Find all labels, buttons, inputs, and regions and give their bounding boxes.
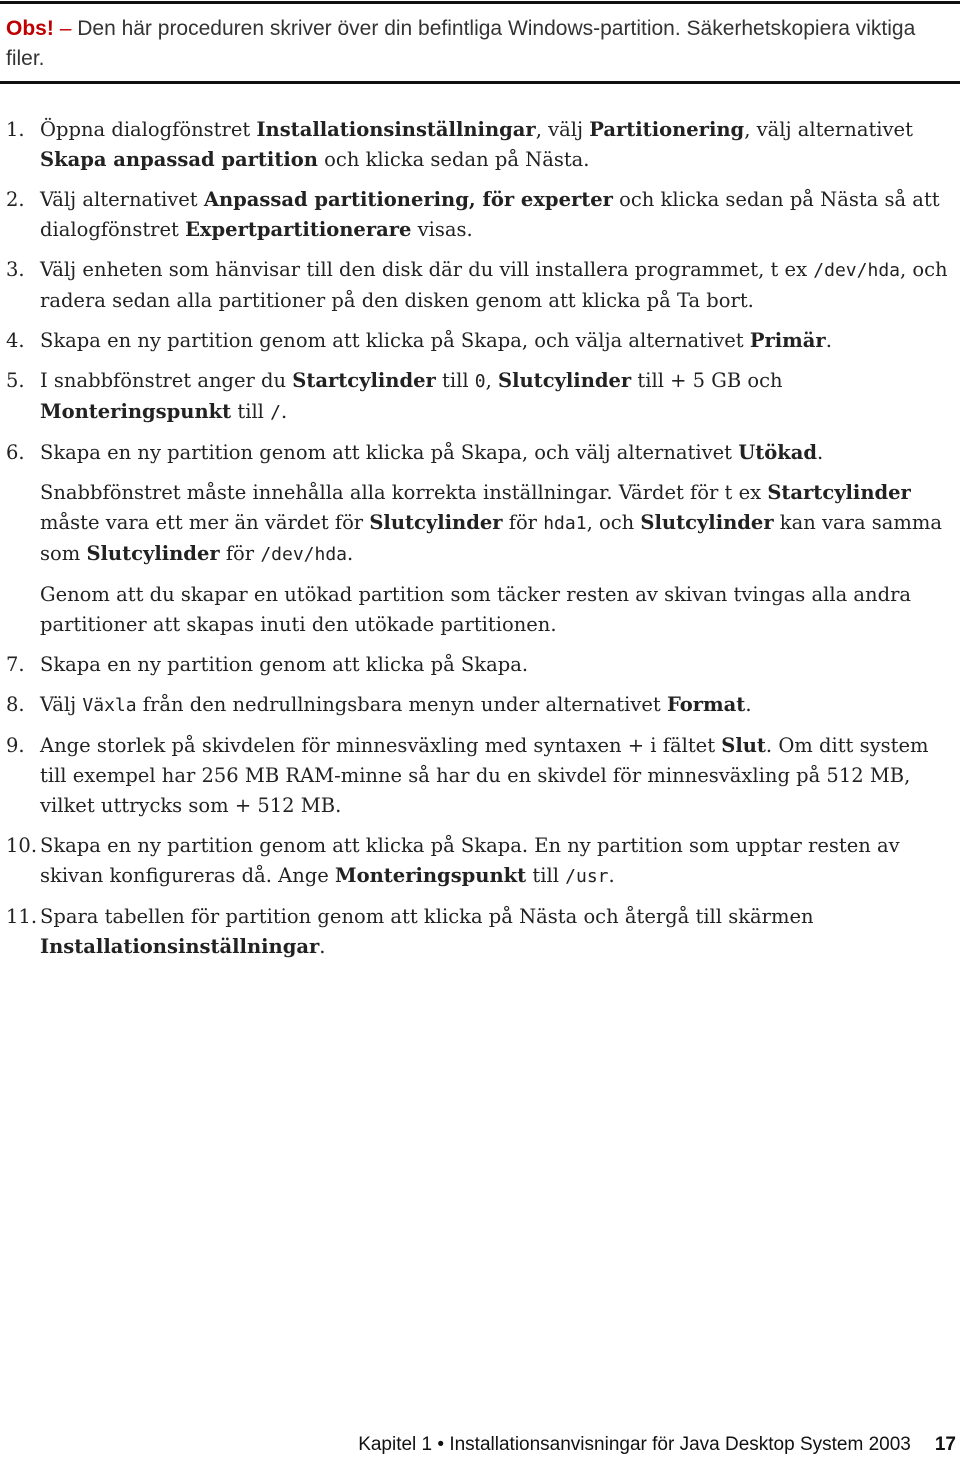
step-text: , välj alternativet: [744, 118, 913, 141]
code-term: Växla: [82, 695, 137, 716]
step-text: , välj: [535, 118, 590, 141]
step-text: . Om ditt system till exempel har 256 MB RAM-minne så har du en skivdel för minnesväxling på 512 MB, vilket uttrycks som + 512 MB.: [40, 734, 929, 817]
step-text: Ange storlek på skivdelen för minnesväxling med syntaxen + i fältet: [40, 734, 722, 757]
step-text: Välj alternativet: [40, 188, 204, 211]
top-rule: [0, 1, 960, 4]
ui-term: Slut: [721, 734, 766, 757]
step-number: 9.: [6, 734, 25, 757]
step-6: [6, 438, 954, 468]
step-text: Snabbfönstret måste innehålla alla korrekta inställningar. Värdet för t ex: [40, 481, 768, 504]
step-5: [6, 366, 954, 428]
page-number: 17: [934, 1434, 956, 1455]
step-text: .: [825, 329, 832, 352]
step-text: Skapa en ny partition genom att klicka på Skapa.: [40, 653, 529, 676]
step-number: 1.: [6, 118, 25, 141]
step-2: [6, 185, 954, 245]
step-text: Skapa en ny partition genom att klicka på Skapa, och välj alternativet: [40, 441, 739, 464]
ui-term: Primär: [749, 329, 826, 352]
step-8: [6, 690, 954, 721]
ui-term: Slutcylinder: [369, 511, 503, 534]
step-text: till: [526, 864, 566, 887]
step-number: 7.: [6, 653, 25, 676]
note-text: Den här proceduren skriver över din befintliga Windows-partition. Säkerhetskopiera viktiga filer.: [6, 17, 916, 70]
step-text: kan vara samma som: [40, 511, 943, 565]
step-text: Välj: [40, 693, 83, 716]
warning-note: [6, 14, 956, 74]
ui-term: Installationsinställningar: [256, 118, 536, 141]
code-term: hda1: [543, 513, 587, 534]
step-9: [6, 731, 954, 821]
page-footer: [300, 1433, 956, 1457]
ui-term: Installationsinställningar: [40, 935, 320, 958]
code-term: /dev/hda: [260, 544, 348, 565]
step-text: .: [745, 693, 752, 716]
step-number: 4.: [6, 329, 25, 352]
step-text: från den nedrullningsbara menyn under alternativet: [136, 693, 667, 716]
ui-term: Slutcylinder: [640, 511, 774, 534]
step-number: 2.: [6, 188, 25, 211]
code-term: /usr: [565, 866, 609, 887]
chapter-title: Kapitel 1 • Installationsanvisningar för Java Desktop System 2003: [358, 1434, 911, 1455]
step-text: I snabbfönstret anger du: [40, 369, 293, 392]
bottom-rule: [0, 81, 960, 84]
ui-term: Monteringspunkt: [40, 400, 232, 423]
step-number: 10.: [6, 834, 38, 857]
step-text: .: [817, 441, 824, 464]
step-text: till + 5 GB och: [631, 369, 783, 392]
step-6-detail-2: [6, 580, 954, 640]
step-text: och klicka sedan på Nästa så att dialogfönstret: [40, 188, 940, 241]
step-text: Öppna dialogfönstret: [40, 118, 257, 141]
step-text: visas.: [411, 218, 473, 241]
step-text: Spara tabellen för partition genom att klicka på Nästa och återgå till skärmen: [40, 905, 814, 928]
step-number: 8.: [6, 693, 25, 716]
ui-term: Partitionering: [589, 118, 745, 141]
code-term: 0: [474, 371, 486, 392]
step-text: .: [319, 935, 326, 958]
step-text: , och: [586, 511, 641, 534]
note-label: Obs!: [6, 17, 54, 40]
step-number: 3.: [6, 258, 25, 281]
step-text: Skapa en ny partition genom att klicka på Skapa. En ny partition som upptar resten av skivan konfigureras då. Ange: [40, 834, 900, 887]
code-term: /dev/hda: [813, 260, 900, 281]
step-text: till: [231, 400, 271, 423]
step-number: 6.: [6, 441, 25, 464]
ui-term: Expertpartitionerare: [185, 218, 412, 241]
step-text: Välj enheten som hänvisar till den disk där du vill installera programmet, t ex: [40, 258, 814, 281]
step-text: och klicka sedan på Nästa.: [317, 148, 590, 171]
step-text: .: [347, 542, 354, 565]
ui-term: Startcylinder: [767, 481, 911, 504]
step-10: [6, 831, 954, 892]
step-text: .: [608, 864, 615, 887]
ui-term: Slutcylinder: [86, 542, 220, 565]
ui-term: Slutcylinder: [498, 369, 632, 392]
step-text: för: [502, 511, 544, 534]
step-1: [6, 115, 954, 175]
step-text: .: [280, 400, 288, 423]
step-text: till: [435, 369, 475, 392]
step-text: måste vara ett mer än värdet för: [40, 511, 370, 534]
note-dash: –: [59, 17, 72, 40]
step-text: , och radera sedan alla partitioner på den disken genom att klicka på Ta bort.: [40, 258, 948, 312]
ui-term: Anpassad partitionering, för experter: [203, 188, 613, 211]
step-number: 11.: [6, 905, 38, 928]
ui-term: Format: [666, 693, 746, 716]
step-text: Skapa en ny partition genom att klicka på Skapa, och välja alternativet: [40, 329, 750, 352]
step-text: Genom att du skapar en utökad partition som täcker resten av skivan tvingas alla andra partitioner att skapas inuti den utökade partitionen.: [40, 583, 912, 636]
ui-term: Startcylinder: [292, 369, 436, 392]
step-text: ,: [485, 369, 499, 392]
step-3: [6, 255, 954, 316]
procedure-steps: [6, 115, 954, 972]
step-text: för: [219, 542, 261, 565]
step-4: [6, 326, 954, 356]
ui-term: Utökad: [738, 441, 817, 464]
ui-term: Skapa anpassad partition: [40, 148, 318, 171]
code-term: /: [270, 402, 281, 423]
step-7: [6, 650, 954, 680]
step-11: [6, 902, 954, 962]
step-6-detail-1: [6, 478, 954, 570]
ui-term: Monteringspunkt: [335, 864, 527, 887]
step-number: 5.: [6, 369, 25, 392]
